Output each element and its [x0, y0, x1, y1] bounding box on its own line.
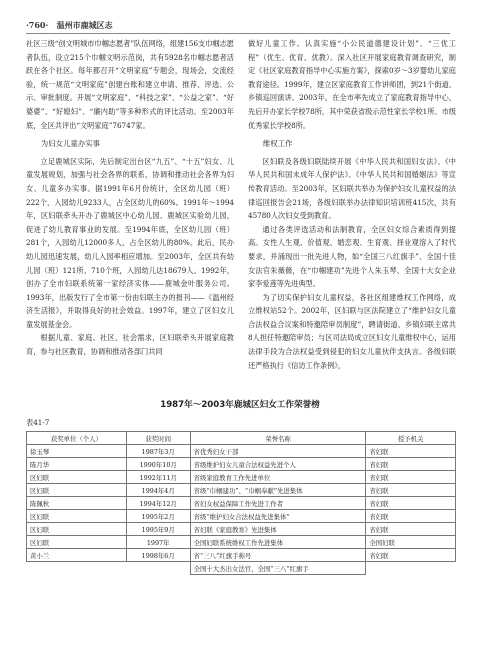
table-number: 表41-7: [26, 418, 50, 427]
table-row: [27, 562, 456, 575]
table-cell: [366, 562, 456, 575]
paragraph: 为了切实保护妇女儿童权益，各社区组建维权工作网络，成立维权站52个。2002年，区妇联与区法院建立了“维护妇女儿童合法权益合议案和特邀陪审员制度”，聘请街道、乡镇妇联主席共8人担任特邀陪审员；与区司法局成立区妇女儿童维权中心，运用法律手段为合法权益受到侵犯的妇女儿童伙伴支执言。各级妇联还严格执行《信访工作条例》，: [248, 292, 456, 370]
table-cell: 1994年12月: [126, 497, 190, 510]
table-cell: 省“三八”红旗手称号: [190, 549, 366, 562]
table-row: [27, 523, 456, 536]
table-row: [27, 445, 456, 458]
table-row: [27, 549, 456, 562]
table-cell: 区妇联: [27, 510, 127, 523]
table-cell: 省妇联: [366, 497, 456, 510]
header-cell: 授予机关: [366, 432, 456, 445]
table-cell: 黄小兰: [27, 549, 127, 562]
table-cell: 全国妇联: [366, 536, 456, 549]
table-cell: 省妇联: [366, 523, 456, 536]
table-cell: 陈月华: [27, 458, 127, 471]
table-row: [27, 510, 456, 523]
table-cell: 1990年10月: [126, 458, 190, 471]
table-cell: 省妇联: [366, 484, 456, 497]
table-cell: 省妇女权益保障工作先进工作者: [190, 497, 366, 510]
header-cell: 获奖单位（个人）: [27, 432, 127, 445]
table-cell: 省级家庭教育工作先进单位: [190, 471, 366, 484]
table-row: [27, 471, 456, 484]
table-cell: 1998年6月: [126, 549, 190, 562]
table-row: [27, 458, 456, 471]
table-cell: 省级“巾帼建功”、“巾帼奉献”先进集体: [190, 484, 366, 497]
table-cell: 1995年2月: [126, 510, 190, 523]
table-header-row: [27, 432, 456, 445]
table-cell: 1997年: [126, 536, 190, 549]
table-row: [27, 484, 456, 497]
section-heading: 为妇女儿童办实事: [40, 139, 100, 149]
header-cell: 荣誉名称: [190, 432, 366, 445]
table-cell: 省级“维护妇女合法权益先进集体”: [190, 510, 366, 523]
honor-table: [26, 431, 456, 575]
header-cell: 获奖时间: [126, 432, 190, 445]
table-cell: 区妇联: [27, 484, 127, 497]
table-row: [27, 497, 456, 510]
table-title: 1987年～2003年鹿城区妇女工作荣誉榜: [160, 400, 320, 410]
table-cell: 省妇联《家庭教育》先进集体: [190, 523, 366, 536]
table-cell: [126, 562, 190, 575]
table-cell: 省妇联: [366, 445, 456, 458]
table-cell: 省妇联: [366, 510, 456, 523]
right-column: [248, 37, 456, 372]
table-cell: 省妇联: [366, 549, 456, 562]
paragraph: 社区三级“创文明城市巾帼志愿者”队伍网络，组建156支巾帼志愿者队伍，设立215个巾帼文明示范岗，共有5928名巾帼志愿者活跃在各个社区。每年都召开“文明家庭”专题会，现场会，交流经验，统一规范“文明家庭”创建台账和建立申请、推荐、评选、公示、审批制度。开展“文明家庭”、“科技之家”、“公益之家”、“好婆婆”、“好媳妇”、“廉内助”等多种形式的评比活动。至2003年底，全区共评出“文明家庭”76747家。: [26, 39, 234, 130]
paragraph: 根据儿童、家庭、社区、社会需求，区妇联牵头开展家庭教育，参与社区教育，协调和推动各部门共同: [26, 333, 234, 357]
table-cell: 区妇联: [27, 536, 127, 549]
table-cell: 省级维护妇女儿童合法权益先进个人: [190, 458, 366, 471]
header-rule: [26, 33, 450, 34]
page-number: ·760·: [26, 20, 49, 30]
table-cell: 区妇联: [27, 471, 127, 484]
section-heading: 维权工作: [262, 139, 293, 149]
table-cell: 省妇联: [366, 471, 456, 484]
table-row: [27, 536, 456, 549]
paragraph: 做好儿童工作。认真实施“小公民道德建设计划”、“三优工程”（优生、优育、优教）。深入社区开展家庭教育调查研究，制定《社区家庭教育指导中心实施方案》，探索0岁～3岁婴幼儿家庭教育途径。1999年，建立区家庭教育工作讲师团，到21个街道、乡镇巡回演讲。2003年，在全市率先成立了家庭教育指导中心，先后开办家长学校78所，其中荣获省级示范性家长学校1所、市级优秀家长学校8所。: [248, 39, 456, 130]
table-cell: 陈佩秋: [27, 497, 127, 510]
running-header: [26, 20, 113, 31]
table-cell: 省优秀妇女干部: [190, 445, 366, 458]
table-cell: 1987年3月: [126, 445, 190, 458]
table-cell: 1994年4月: [126, 484, 190, 497]
table-cell: 省妇联: [366, 458, 456, 471]
book-title: 温州市鹿城区志: [56, 20, 113, 30]
paragraph: 立足鹿城区实际，先后制定出台区“九五”、“十五”妇女、儿童发展规划，加强与社会各界的联系，协调和推动社会各界为妇女、儿童多办实事。据1991年6月份统计，全区幼儿园（班）222个，入园幼儿9233人，占全区幼儿的60%。1991年～1994年，区妇联牵头开办了鹿城区中心幼儿园、鹿城区实验幼儿园，促进了幼儿教育事业的发展。至1994年底，全区幼儿园（班）281个，入园幼儿12000多人，占全区幼儿的80%。此后，民办幼儿园迅速发展，幼儿入园率相应增加。至2003年，全区共有幼儿园（班）121所、710个班，入园幼儿达18679人。1992年，创办了全市妇联系统第一家经济实体——鹿城金叶服务公司。1993年，出版发行了全市第一份由妇联主办的报刊——《温州经济生活报》，并取得良好的社会效益。1997年，建立了区妇女儿童发展基金会。: [26, 156, 234, 329]
table-cell: 1995年9月: [126, 523, 190, 536]
paragraph: 区妇联及各级妇联陆续开展《中华人民共和国妇女法》、《中华人民共和国未成年人保护法》、《中华人民共和国婚姻法》等宣传教育活动。至2003年，区妇联共举办为保护妇女儿童权益的法律巡回报告会21场，各级妇联举办法律知识培训班415次，共有45780人次妇女受到教育。: [248, 156, 456, 221]
table-cell: 区妇联: [27, 523, 127, 536]
table-cell: 全国十大杰出女法官、全国“三八”红旗手: [190, 562, 366, 575]
table-cell: 1992年11月: [126, 471, 190, 484]
left-column: [26, 37, 234, 359]
paragraph: 通过各类评选活动和法制教育，全区妇女综合素质得到提高。女性人生观、价值观、婚恋观、生育观、择业观溶入了时代要求，并涌现出一批先进人物，如“全国三八红旗手”、全国十佳女法官朱薇薇，在“巾帼建功”先进个人朱玉琴、全国十大女企业家李爱莲等先进典型。: [248, 224, 456, 289]
table-cell: [27, 562, 127, 575]
table-cell: 全国妇联系统维权工作先进集体: [190, 536, 366, 549]
table-cell: 徐玉琴: [27, 445, 127, 458]
